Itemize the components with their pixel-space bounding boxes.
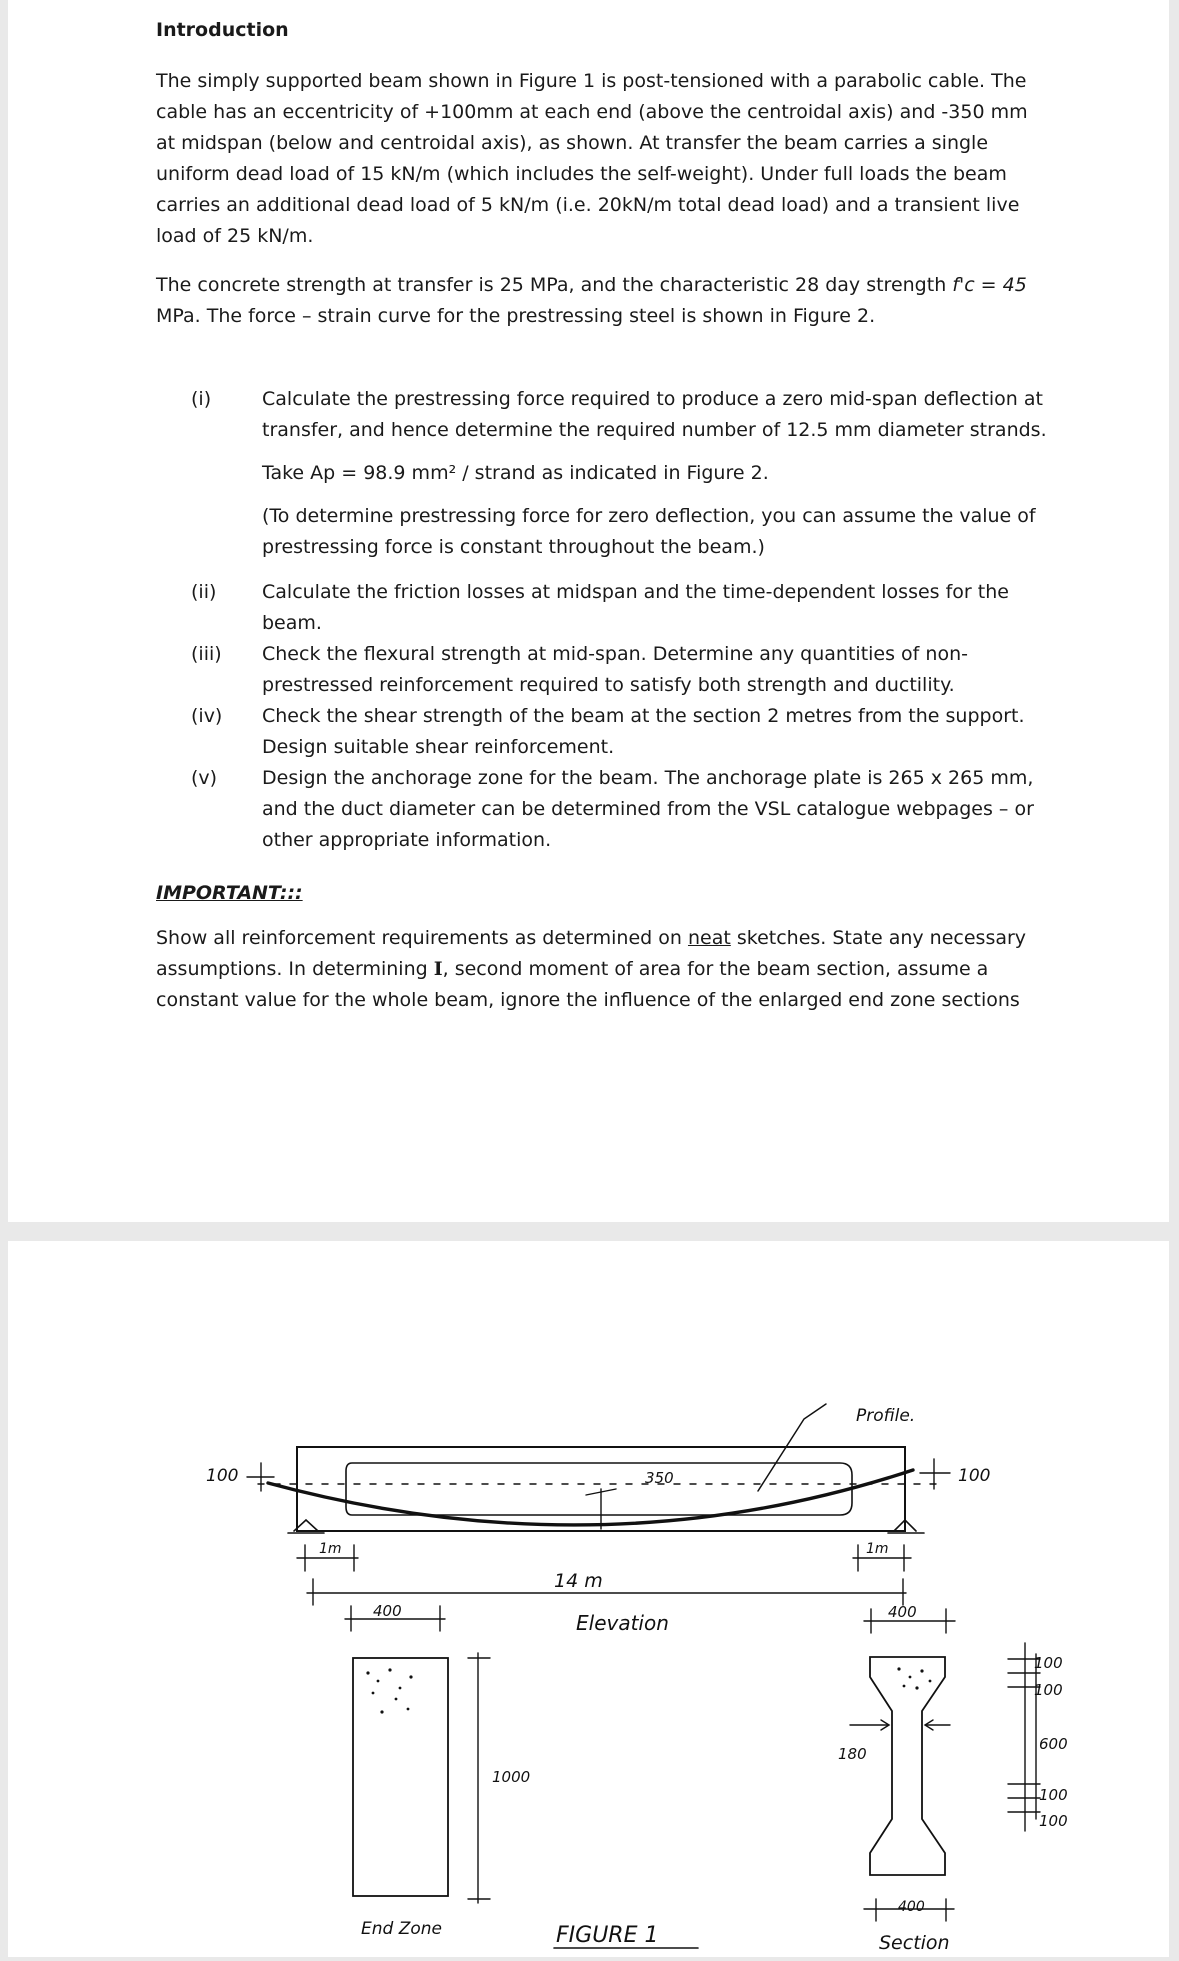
document-page-2 <box>8 1241 1169 1957</box>
elevation-label: Elevation <box>576 1611 669 1635</box>
question-number: (i) <box>191 388 212 410</box>
question-number: (ii) <box>191 581 217 603</box>
important-label: IMPORTANT::: <box>156 882 303 904</box>
figure-caption: FIGURE 1 <box>556 1923 659 1948</box>
end-zone-label: End Zone <box>361 1919 442 1939</box>
end-zone-depth-label: 1000 <box>492 1768 531 1786</box>
section-bottom-width-label: 400 <box>898 1899 925 1915</box>
question-item <box>148 577 1048 639</box>
section-label: Section <box>879 1932 950 1954</box>
figure-1-drawing <box>8 1241 1169 1957</box>
question-text: Check the flexural strength at mid-span. Determine any quantities of non-prestressed reinforcement required to satisfy both strength and ductility. <box>262 643 968 696</box>
web-thickness-label: 180 <box>838 1745 867 1763</box>
question-assumption-note: (To determine prestressing force for zero deflection, you can assume the value of prestressing force is constant throughout the beam.) <box>262 505 1036 558</box>
question-text: Design the anchorage zone for the beam. The anchorage plate is 265 x 265 mm, and the duct diameter can be determined from the VSL catalogue webpages – or other appropriate information. <box>262 767 1034 851</box>
section-dim-1: 100 <box>1034 1654 1063 1672</box>
question-item <box>148 384 1048 563</box>
question-number: (v) <box>191 767 218 789</box>
concrete-stipple <box>366 1667 931 1713</box>
section-dim-2: 100 <box>1034 1681 1063 1699</box>
strength-symbol: f'c = 45 <box>952 274 1027 296</box>
i-section-outline <box>870 1657 945 1875</box>
question-item <box>148 763 1048 856</box>
right-eccentricity-label: 100 <box>958 1466 991 1486</box>
end-zone-block <box>353 1658 448 1896</box>
section-dim-5: 100 <box>1039 1812 1068 1830</box>
question-number: (iii) <box>191 643 222 665</box>
strength-paragraph: The concrete strength at transfer is 25 MPa, and the characteristic 28 day strength f'c = 45 MPa. The force – strain curve for the prestressing steel is shown in Figure 2. <box>156 274 1027 327</box>
left-end-dimension: 1m <box>319 1541 342 1557</box>
section-top-width-label: 400 <box>888 1603 917 1621</box>
section-dim-4: 100 <box>1039 1786 1068 1804</box>
section-heading: Introduction <box>156 19 289 41</box>
question-item <box>148 701 1048 763</box>
question-number: (iv) <box>191 705 223 727</box>
right-end-dimension: 1m <box>866 1541 889 1557</box>
midspan-eccentricity-label: 350 <box>645 1469 674 1487</box>
question-list <box>148 384 1048 856</box>
question-text: Check the shear strength of the beam at the section 2 metres from the support. Design suitable shear reinforcement. <box>262 705 1025 758</box>
span-label: 14 m <box>554 1570 603 1592</box>
question-take-note: Take Ap = 98.9 mm² / strand as indicated in Figure 2. <box>262 462 769 484</box>
intro-paragraph: The simply supported beam shown in Figure 1 is post-tensioned with a parabolic cable. The cable has an eccentricity of +100mm at each end (above the centroidal axis) and -350 mm at midspan (below and centroidal axis), as shown. At transfer the beam carries a single uniform dead load of 15 kN/m (which includes the self-weight). Under full loads the beam carries an additional dead load of 5 kN/m (i.e. 20kN/m total dead load) and a transient live load of 25 kN/m. <box>156 70 1028 247</box>
document-page-1 <box>8 0 1169 1222</box>
section-dim-3: 600 <box>1039 1735 1068 1753</box>
question-text: Calculate the friction losses at midspan and the time-dependent losses for the beam. <box>262 581 1009 634</box>
question-text: Calculate the prestressing force required to produce a zero mid-span deflection at transfer, and hence determine the required number of 12.5 mm diameter strands. <box>262 388 1047 441</box>
left-eccentricity-label: 100 <box>206 1466 239 1486</box>
end-zone-width-label: 400 <box>373 1602 402 1620</box>
parabolic-cable <box>268 1470 913 1525</box>
important-paragraph: Show all reinforcement requirements as determined on neat sketches. State any necessary assumptions. In determining I, second moment of area for the beam section, assume a constant value for the whole beam, ignore the influence of the enlarged end zone sections <box>156 927 1027 1011</box>
question-item <box>148 639 1048 701</box>
profile-label: Profile. <box>856 1406 916 1426</box>
